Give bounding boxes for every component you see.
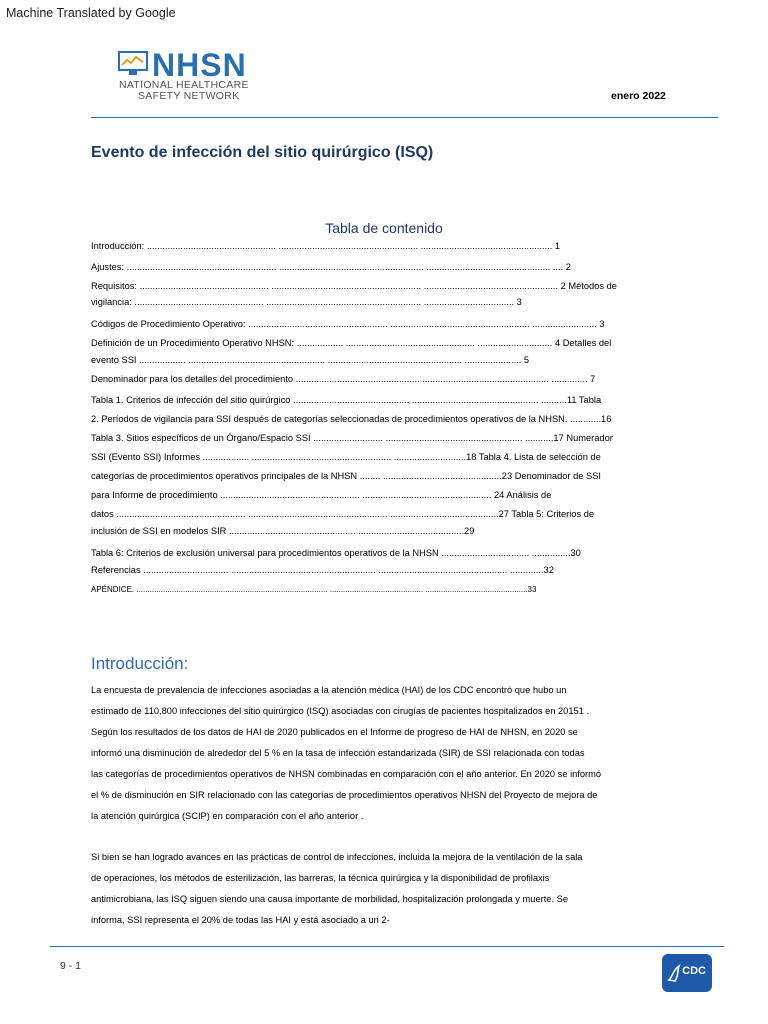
paragraph-line: Según los resultados de los datos de HAI de 2020 publicados en el Informe de progreso de HAI de NHSN, en 2020 se <box>91 727 578 737</box>
toc-line[interactable]: categorías de procedimientos operativos principales de la NHSN ........ ..............................................23 Denominador de SSI <box>91 471 602 481</box>
paragraph-line: estimado de 110,800 infecciones del sitio quirúrgico (ISQ) asociadas con cirugías de pacientes hospitalizados en 20151 . <box>91 706 590 716</box>
document-title: Evento de infección del sitio quirúrgico (ISQ) <box>91 144 434 161</box>
cdc-wordmark: CDC <box>682 965 706 977</box>
toc-line[interactable]: inclusión de SSI en modelos SIR ................................................. .........................................29 <box>91 526 475 536</box>
toc-line[interactable]: Referencias ................................. ........................................................ .................................................. .............32 <box>91 565 554 575</box>
footer-divider <box>50 946 724 947</box>
paragraph-line: la atención quirúrgica (SCIP) en comparación con el año anterior . <box>91 811 364 821</box>
toc-line[interactable]: Definición de un Procedimiento Operativo NHSN: .................. .................................................. ............................. 4 Detalles del <box>91 338 612 348</box>
toc-line[interactable]: 2. Períodos de vigilancia para SSI después de categorías seleccionadas de procedimientos operativos de la NHSN. ............16 <box>91 414 612 424</box>
paragraph-line: informó una disminución de alrededor del 5 % en la tasa de infección estandarizada (SIR) de SSI relacionada con todas <box>91 748 585 758</box>
toc-line[interactable]: para Informe de procedimiento ...................................................... .................................................. 24 Análisis de <box>91 490 552 500</box>
toc-line[interactable]: Denominador para los detalles del procedimiento ................................................ ................................................. .............. 7 <box>91 374 596 384</box>
paragraph-line: informa, SSI representa el 20% de todas las HAI y está asociado a un 2- <box>91 915 390 925</box>
toc-line[interactable]: SSI (Evento SSI) Informes .................. ...................................................... ............................18 Tabla 4. Lista de selección de <box>91 452 601 462</box>
nhsn-logo <box>116 49 266 105</box>
hhs-eagle-icon <box>667 962 683 984</box>
page-number: 9 - 1 <box>60 960 82 972</box>
toc-line[interactable]: Introducción: .................................................. ...................................................... ................................................... 1 <box>91 241 561 251</box>
toc-line[interactable]: Requisitos: .................................................. .......................................................... .................................................... 2 Métodos de <box>91 281 617 291</box>
paragraph-line: el % de disminución en SIR relacionado con las categorías de procedimientos operativos NHSN del Proyecto de mejora de <box>91 790 598 800</box>
toc-line[interactable]: Ajustes: .......................................................... ........................................................ ................................................ .... 2 <box>91 262 571 272</box>
paragraph-line: de operaciones, los métodos de esterilización, las barreras, la técnica quirúrgica y la disponibilidad de profilaxis <box>91 873 550 883</box>
toc-line[interactable]: Tabla 1. Criterios de infección del sitio quirúrgico ............................................. ................................................. ..........11 Tabla <box>91 395 602 405</box>
logo-subtitle-2: SAFETY NETWORK <box>138 90 240 102</box>
toc-line[interactable]: Tabla 6: Criterios de exclusión universal para procedimientos operativos de la NHSN .................................. ...............30 <box>91 548 581 558</box>
document-date: enero 2022 <box>611 90 666 102</box>
paragraph-line: las categorías de procedimientos operativos de NHSN combinadas en comparación con el año anterior. En 2020 se informó <box>91 769 602 779</box>
header-divider <box>91 117 718 118</box>
toc-line[interactable]: Códigos de Procedimiento Operativo: ...................................................... ...................................................... ......................... 3 <box>91 319 605 329</box>
toc-line[interactable]: vigilancia: .................................................. ............................................................ ................................... 3 <box>91 297 522 307</box>
translation-banner: Machine Translated by Google <box>6 6 176 20</box>
toc-line[interactable]: APÉNDICE. ...................................................................................... .......................................... ..............................................33 <box>91 585 537 594</box>
logo-wordmark: NHSN <box>152 47 247 83</box>
toc-heading: Tabla de contenido <box>325 220 443 236</box>
logo-subtitle-1: NATIONAL HEALTHCARE <box>119 79 249 91</box>
toc-line[interactable]: datos .................................................. ...................................................... ..........................................27 Tabla 5: Criterios de <box>91 509 595 519</box>
monitor-icon <box>118 51 148 77</box>
paragraph-line: La encuesta de prevalencia de infecciones asociadas a la atención médica (HAI) de los CDC encontró que hubo un <box>91 685 567 695</box>
cdc-logo <box>662 954 712 992</box>
paragraph-line: Si bien se han logrado avances en las prácticas de control de infecciones, incluida la mejora de la ventilación de la sala <box>91 852 583 862</box>
toc-line[interactable]: evento SSI .................. ..................................................... .................................................... ...................... 5 <box>91 355 530 365</box>
section-heading-introduccion: Introducción: <box>91 654 189 673</box>
paragraph-line: antimicrobiana, las ISQ siguen siendo una causa importante de morbilidad, hospitalización prolongada y muerte. Se <box>91 894 569 904</box>
toc-line[interactable]: Tabla 3. Sitios específicos de un Órgano/Espacio SSI ........................... ..................................................... ...........17 Numerador <box>91 433 613 443</box>
